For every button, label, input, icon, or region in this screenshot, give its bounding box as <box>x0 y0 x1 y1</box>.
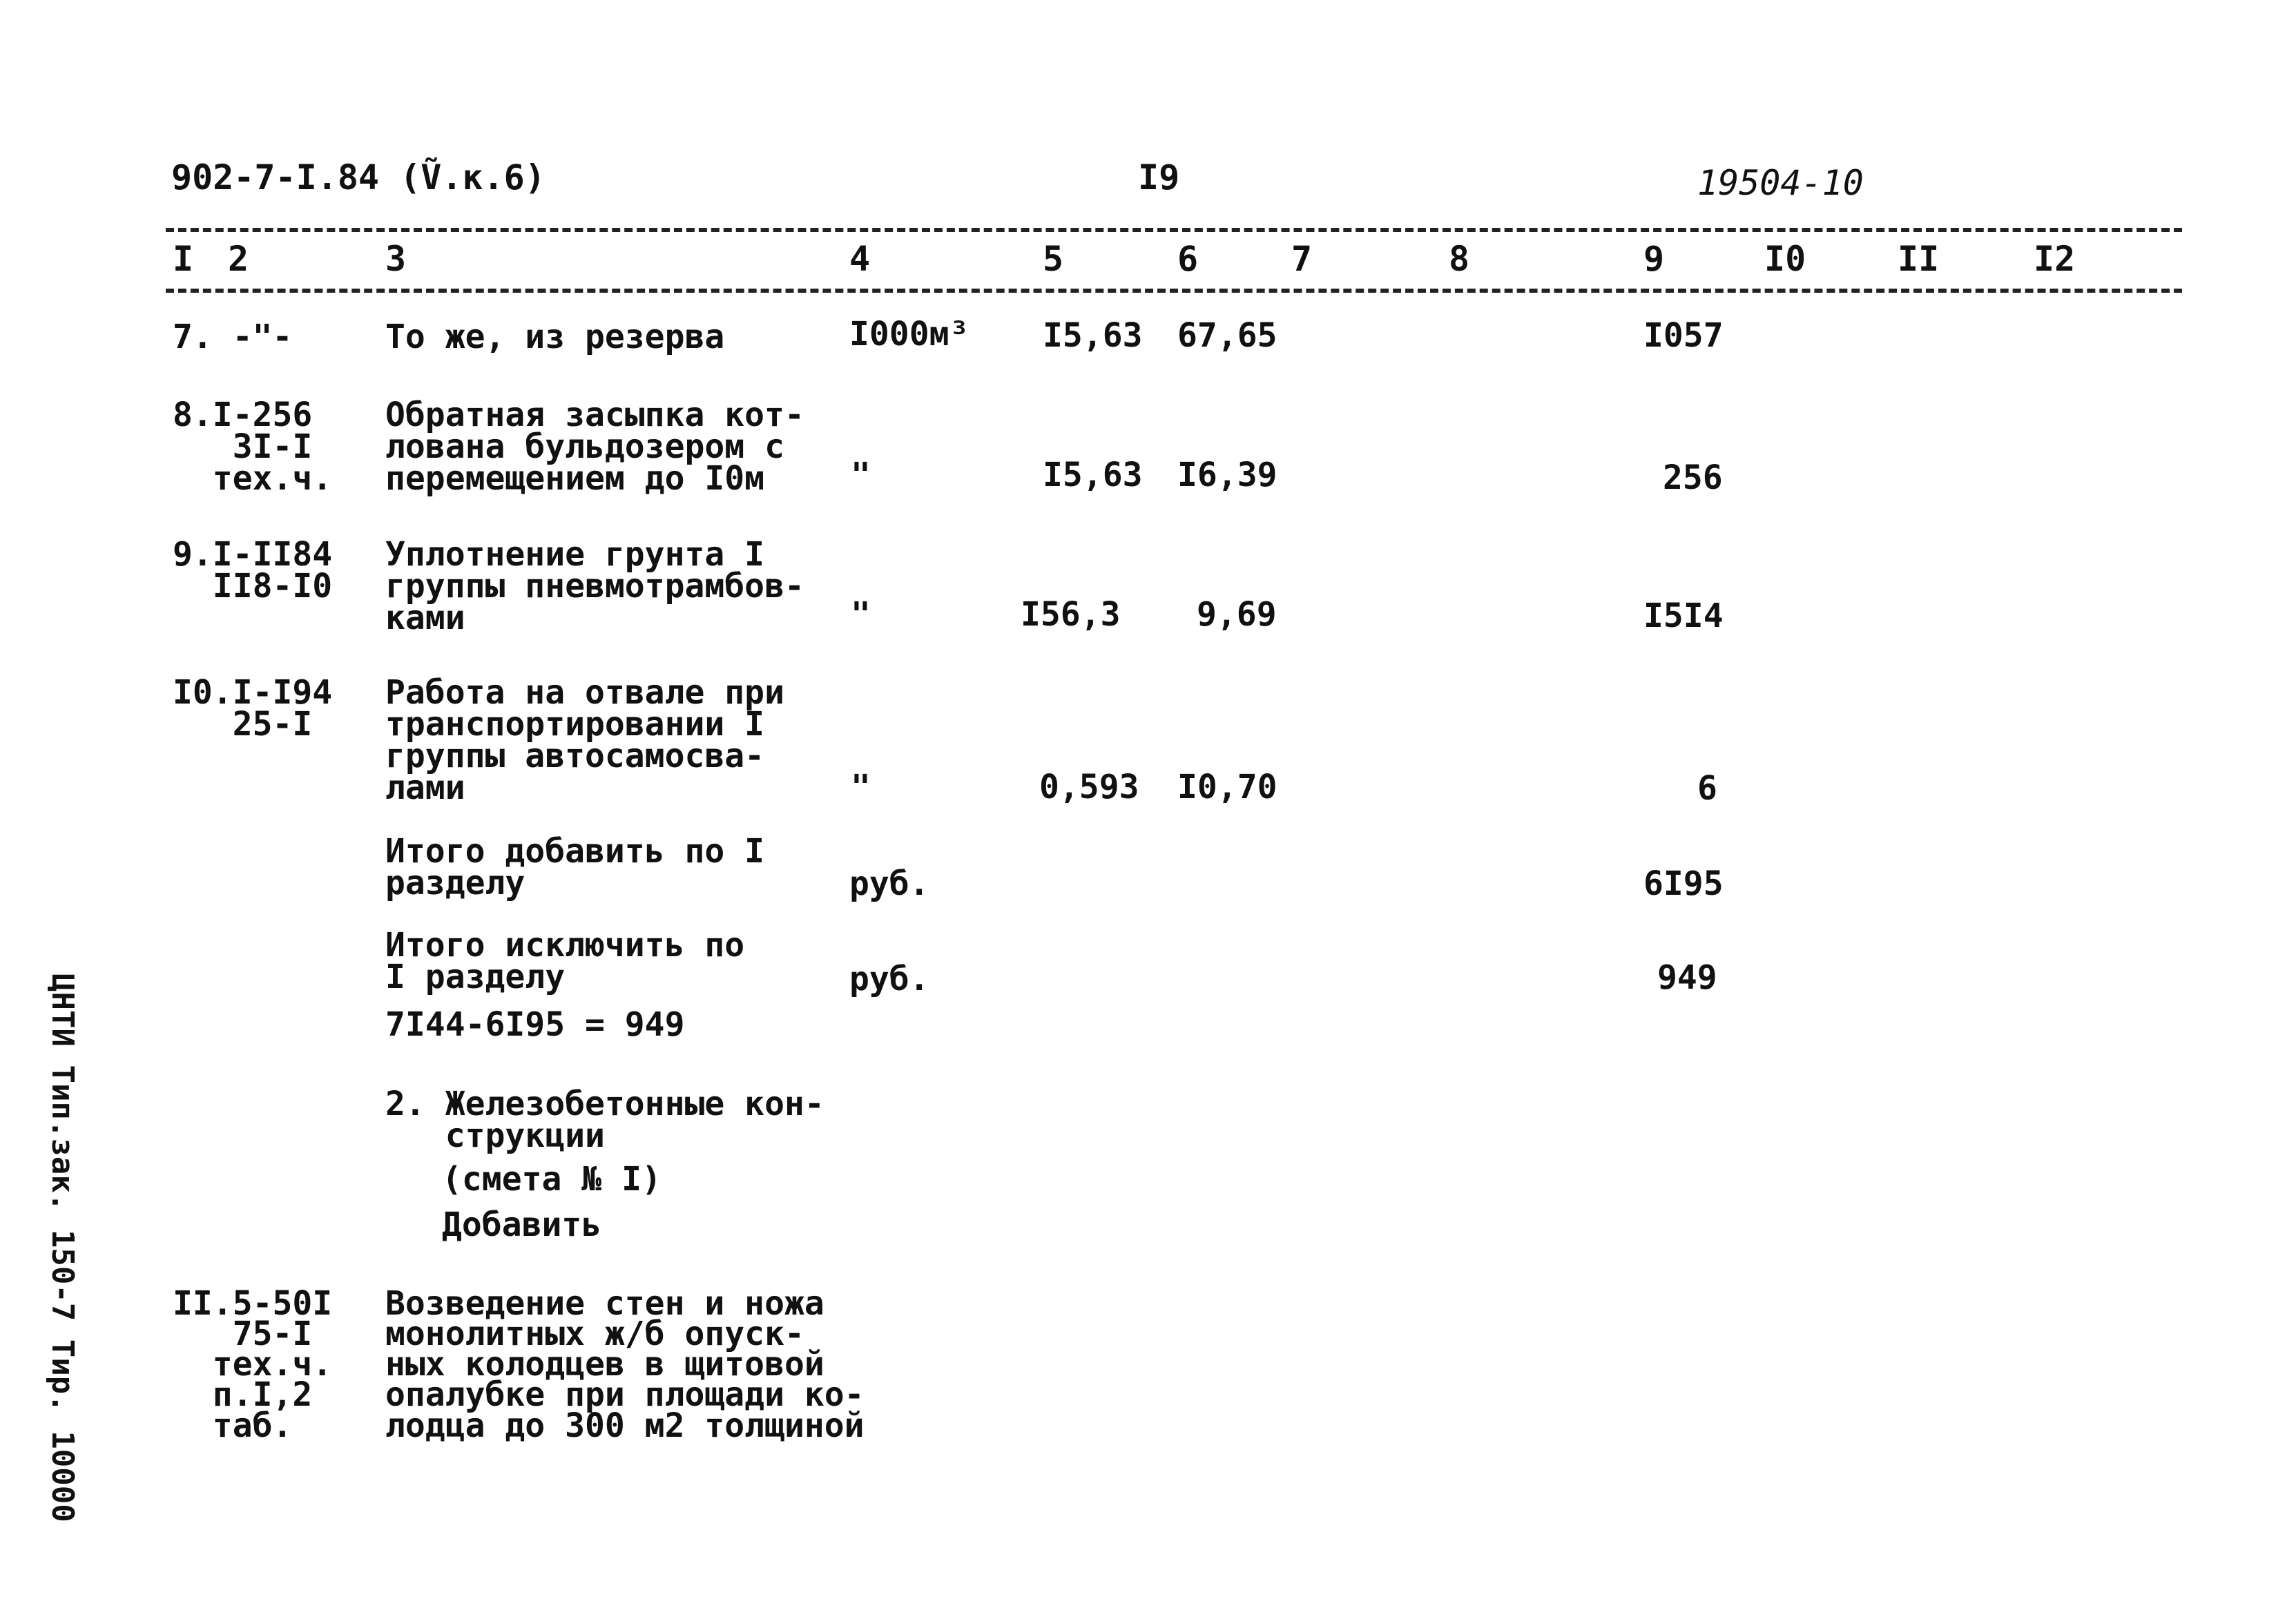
row-9-number: 9.I-II84 II8-I0 <box>173 535 333 606</box>
row-8-unit: " <box>851 456 871 494</box>
col-header-3: 3 <box>385 239 407 279</box>
row-7-description: То же, из резерва <box>385 318 725 356</box>
col-header-8: 8 <box>1449 239 1470 279</box>
col-header-6: 6 <box>1177 239 1199 279</box>
row-9-description: Уплотнение грунта I группы пневмотрамбов- ками <box>385 535 804 638</box>
row-9-col6: 9,69 <box>1197 595 1277 634</box>
row-10-unit: " <box>851 768 871 806</box>
header-bottom-rule <box>166 289 2182 293</box>
row-11-description: Возведение стен и ножа монолитных ж/б опуск- ных колодцев в щитовой опалубке при площади ко- лодца до 300 м2 толщиной <box>385 1284 865 1445</box>
row-8-col9: 256 <box>1663 458 1723 497</box>
col-header-1: I <box>173 239 194 279</box>
total-add-label: Итого добавить по I разделу <box>385 832 765 903</box>
total-exclude-label: Итого исключить по I разделу <box>385 926 745 997</box>
handwritten-code: 19504-10 <box>1697 163 1864 203</box>
side-print-note: ЦНТИ Тип.зак. 150-7 Тир. 10000 <box>45 973 80 1522</box>
header-top-rule <box>166 228 2182 232</box>
row-8-description: Обратная засыпка кот- лована бульдозером с перемещением до I0м <box>385 396 804 498</box>
total-exclude-unit: руб. <box>849 960 929 998</box>
row-7-col6: 67,65 <box>1177 316 1277 355</box>
row-10-description: Работа на отвале при транспортировании I группы автосамосва- лами <box>385 673 784 808</box>
total-exclude-value: 949 <box>1657 958 1717 997</box>
row-9-unit: " <box>851 595 871 634</box>
row-7-col9: I057 <box>1643 316 1724 355</box>
row-7-number: 7. -"- <box>173 318 293 356</box>
col-header-4: 4 <box>849 239 871 279</box>
section-2-estimate-ref: (смета № I) <box>442 1160 662 1199</box>
section-2-add-label: Добавить <box>442 1205 602 1244</box>
row-7-col5: I5,63 <box>1043 316 1143 355</box>
section-2-title: 2. Железобетонные кон- струкции <box>385 1085 824 1156</box>
col-header-11: II <box>1898 239 1940 279</box>
col-header-5: 5 <box>1043 239 1064 279</box>
col-header-9: 9 <box>1643 239 1665 279</box>
row-8-col5: I5,63 <box>1043 456 1143 494</box>
row-8-col6: I6,39 <box>1177 456 1277 494</box>
row-10-col6: I0,70 <box>1177 768 1277 806</box>
doc-number: 902-7-I.84 (Ṽ.к.6) <box>171 157 546 197</box>
total-add-unit: руб. <box>849 864 929 903</box>
col-header-2: 2 <box>228 239 249 279</box>
col-header-10: I0 <box>1764 239 1806 279</box>
total-add-value: 6I95 <box>1643 864 1724 903</box>
page-number: I9 <box>1138 157 1180 197</box>
row-10-number: I0.I-I94 25-I <box>173 673 333 744</box>
row-9-col5: I56,3 <box>1021 595 1121 634</box>
row-10-col5: 0,593 <box>1039 768 1139 806</box>
row-7-unit: I000м³ <box>849 315 969 353</box>
row-10-col9: 6 <box>1697 769 1717 808</box>
calculation-line: 7I44-6I95 = 949 <box>385 1005 685 1044</box>
row-9-col9: I5I4 <box>1643 597 1724 635</box>
col-header-7: 7 <box>1291 239 1313 279</box>
row-11-number: II.5-50I 75-I тех.ч. п.I,2 таб. <box>173 1284 333 1445</box>
col-header-12: I2 <box>2034 239 2076 279</box>
row-8-number: 8.I-256 3I-I тех.ч. <box>173 396 333 498</box>
